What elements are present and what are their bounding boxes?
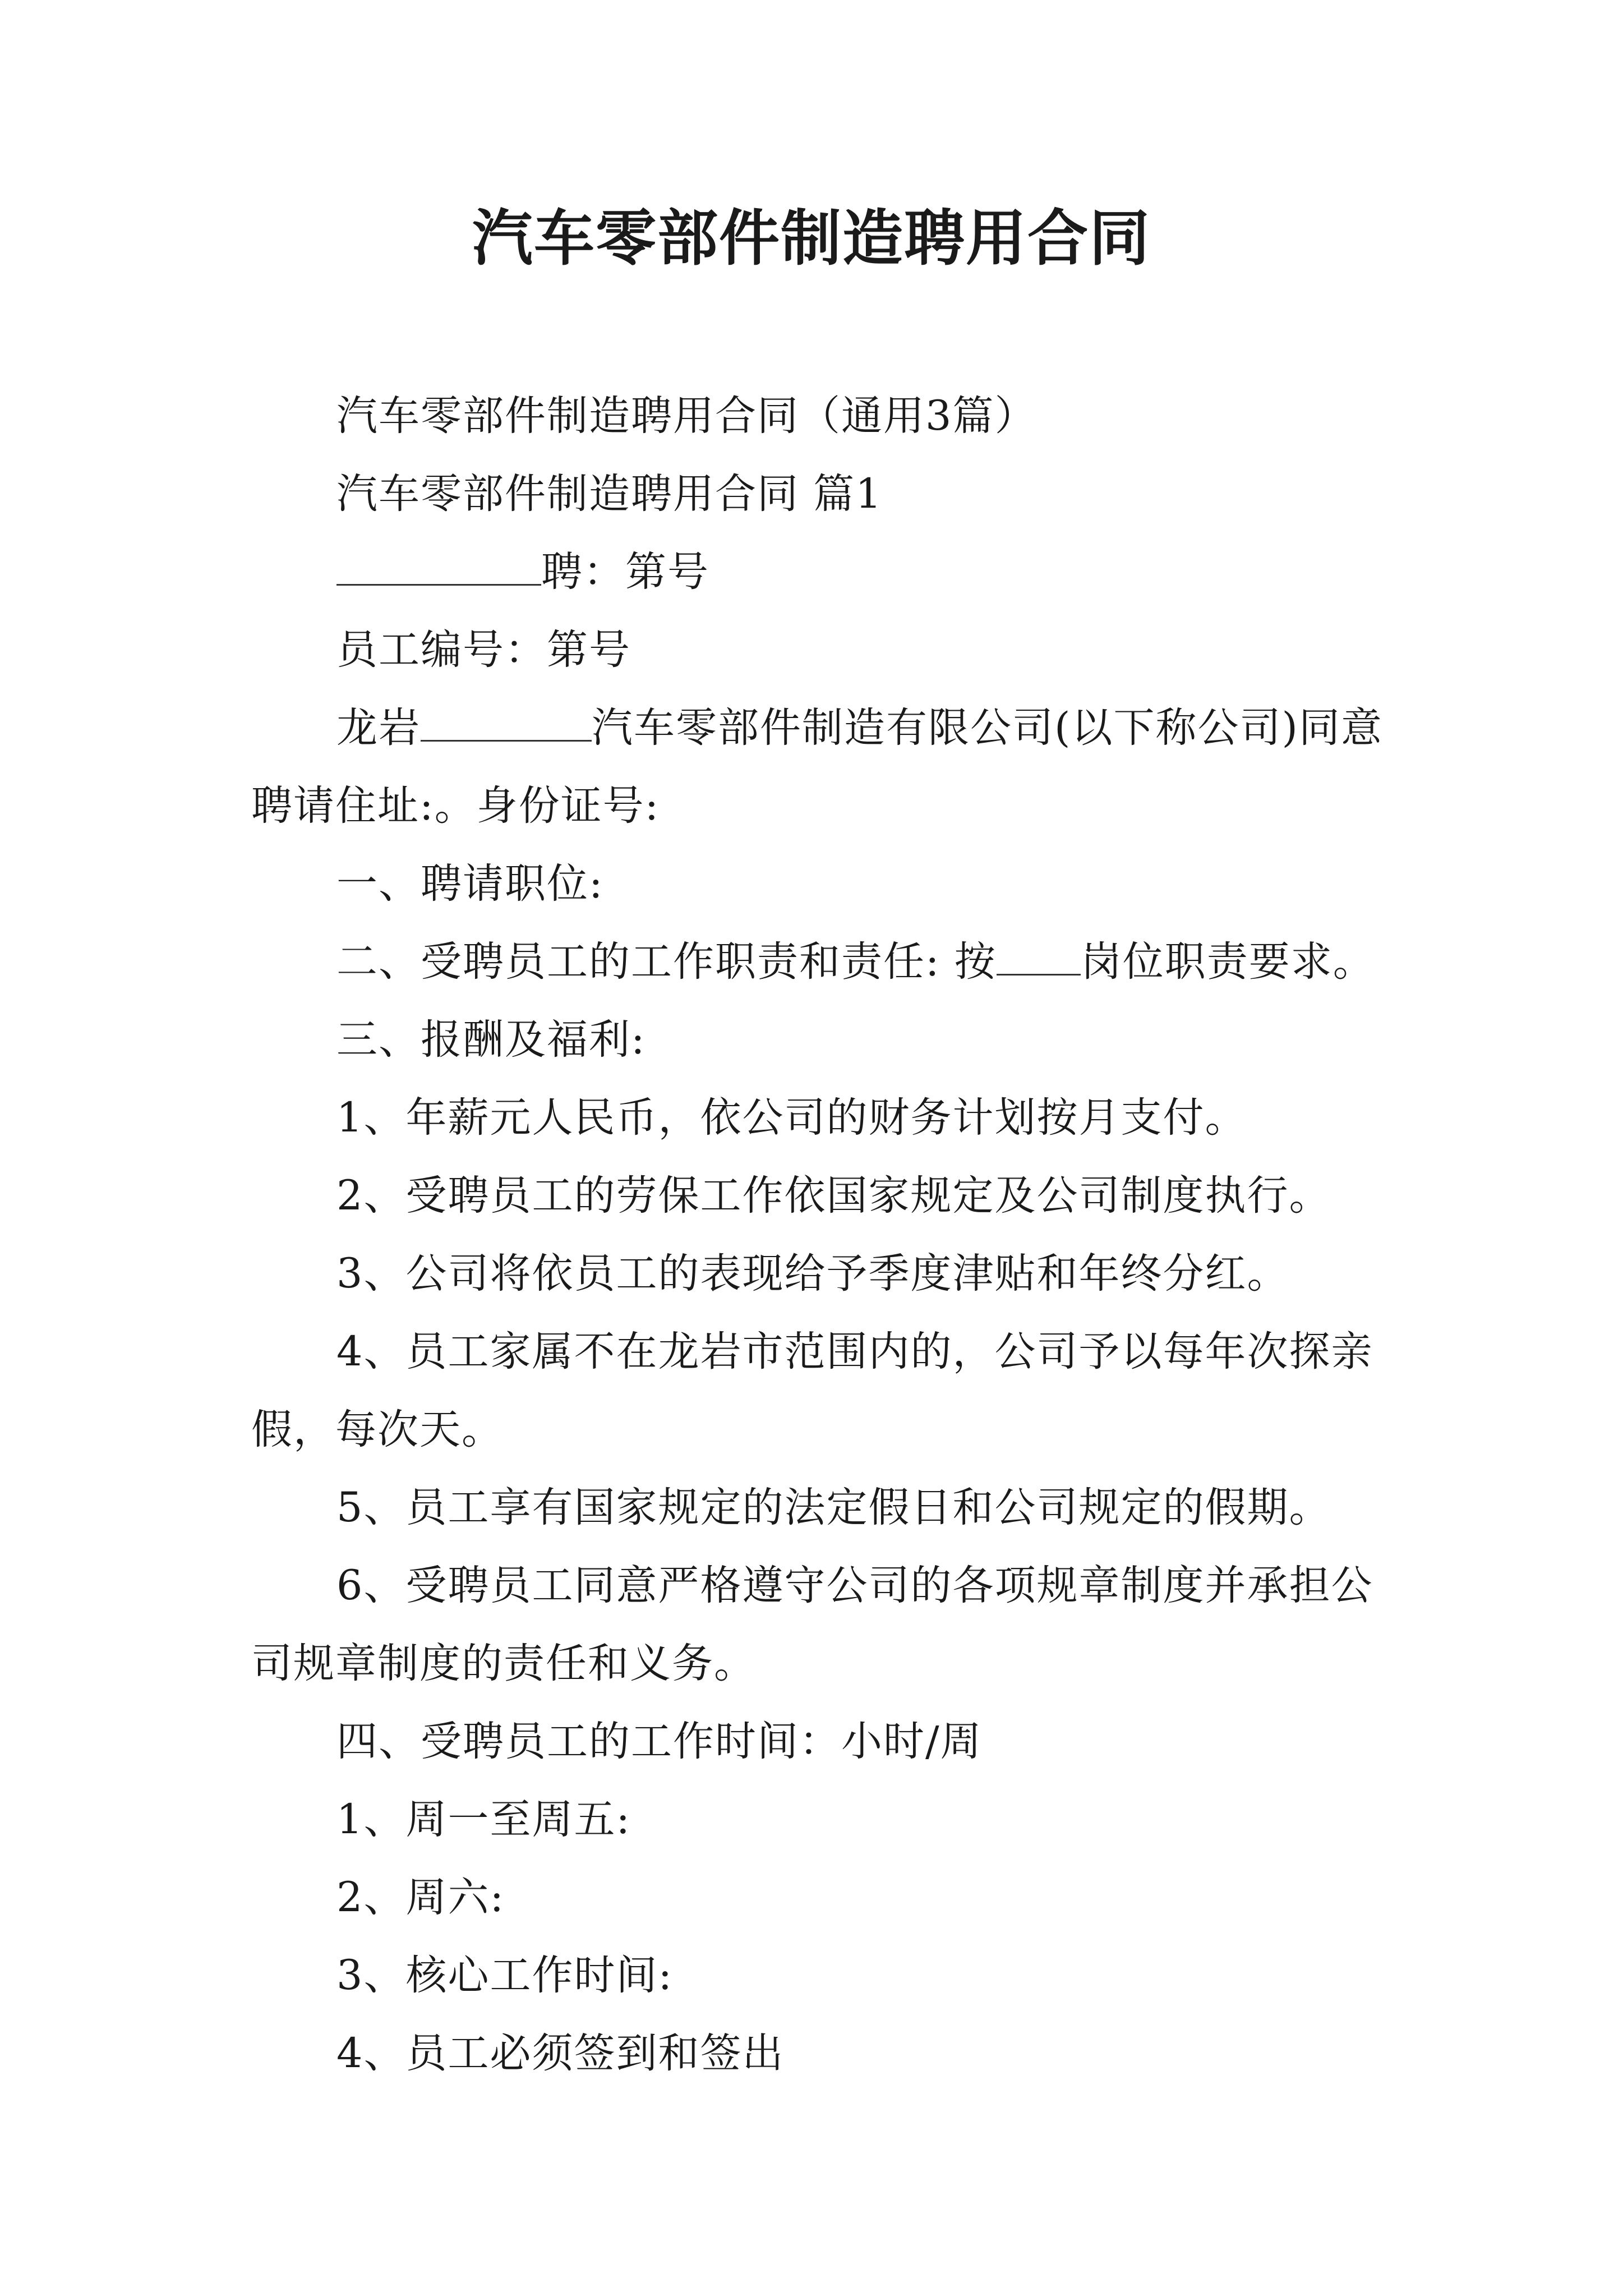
- paragraph-item: 3、公司将依员工的表现给予季度津贴和年终分红。: [336, 1250, 1289, 1297]
- duties-prefix: 二、受聘员工的工作职责和责任: 按: [336, 938, 997, 986]
- company-text: 汽车零部件制造有限公司(以下称公司)同意聘请住址:。身份证号:: [251, 704, 1383, 830]
- paragraph-subtitle: 汽车零部件制造聘用合同（通用3篇）: [336, 392, 1037, 440]
- paragraph-item: 5、员工享有国家规定的法定假日和公司规定的假期。: [336, 1484, 1331, 1531]
- paragraph-duties: [251, 923, 1395, 1001]
- paragraph-item: 2、周六:: [336, 1874, 505, 1921]
- blank-line: [997, 940, 1081, 976]
- paragraph-item: 4、员工家属不在龙岩市范围内的，公司予以每年次探亲假，每次天。: [251, 1328, 1373, 1453]
- paragraph-item: 1、年薪元人民币，依公司的财务计划按月支付。: [336, 1094, 1247, 1142]
- paragraph-hours-heading: 四、受聘员工的工作时间：小时/周: [336, 1718, 983, 1765]
- duties-suffix: 岗位职责要求。: [1080, 938, 1375, 986]
- paragraph-item: 4、员工必须签到和签出: [336, 2030, 785, 2077]
- paragraph-item: 1、周一至周五:: [336, 1796, 631, 1843]
- paragraph-item: 6、受聘员工同意严格遵守公司的各项规章制度并承担公司规章制度的责任和义务。: [251, 1562, 1373, 1687]
- paragraph-item: 3、核心工作时间:: [336, 1952, 674, 1999]
- document-body: [251, 377, 1395, 2092]
- paragraph-item: 2、受聘员工的劳保工作依国家规定及公司制度执行。: [336, 1172, 1331, 1220]
- paragraph-employee-number: 员工编号：第号: [336, 626, 631, 674]
- document-title: 汽车零部件制造聘用合同: [472, 203, 1151, 274]
- blank-line: [336, 550, 541, 586]
- blank-line: [421, 706, 592, 742]
- company-prefix: 龙岩: [336, 704, 421, 752]
- paragraph-section-heading: 汽车零部件制造聘用合同 篇1: [336, 470, 883, 518]
- paragraph-position: 一、聘请职位:: [336, 860, 604, 908]
- contract-number-label: 聘：第号: [541, 548, 709, 596]
- paragraph-company: [251, 689, 1395, 845]
- paragraph-contract-number: [251, 533, 1395, 611]
- paragraph-compensation-heading: 三、报酬及福利:: [336, 1016, 646, 1064]
